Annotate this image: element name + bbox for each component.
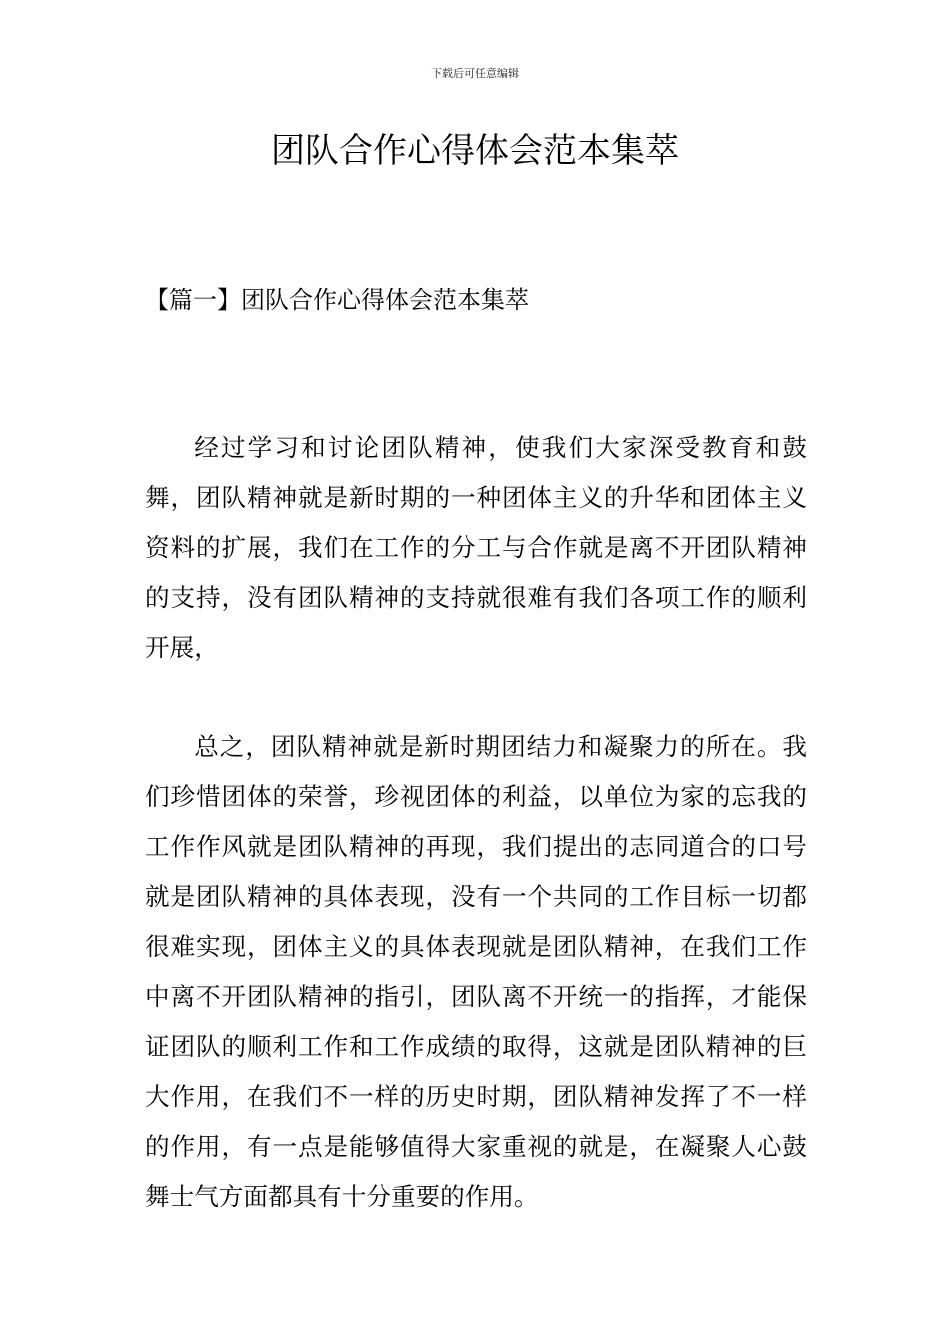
body-paragraph: 经过学习和讨论团队精神，使我们大家深受教育和鼓舞，团队精神就是新时期的一种团体主义的升华和团体主义资料的扩展，我们在工作的分工与合作就是离不开团队精神的支持，没有团队精神的支持就很难有我们各项工作的顺利开展， bbox=[145, 433, 807, 662]
header-note: 下载后可任意编辑 bbox=[431, 67, 519, 80]
document-title: 团队合作心得体会范本集萃 bbox=[271, 131, 679, 171]
section-heading: 【篇一】团队合作心得体会范本集萃 bbox=[145, 286, 529, 314]
body-paragraph: 总之，团队精神就是新时期团结力和凝聚力的所在。我们珍惜团体的荣誉，珍视团体的利益，以单位为家的忘我的工作作风就是团队精神的再现，我们提出的志同道合的口号就是团队精神的具体表现，没有一个共同的工作目标一切都很难实现，团体主义的具体表现就是团队精神，在我们工作中离不开团队精神的指引，团队离不开统一的指挥，才能保证团队的顺利工作和工作成绩的取得，这就是团队精神的巨大作用，在我们不一样的历史时期，团队精神发挥了不一样的作用，有一点是能够值得大家重视的就是，在凝聚人心鼓舞士气方面都具有十分重要的作用。 bbox=[145, 732, 807, 1211]
